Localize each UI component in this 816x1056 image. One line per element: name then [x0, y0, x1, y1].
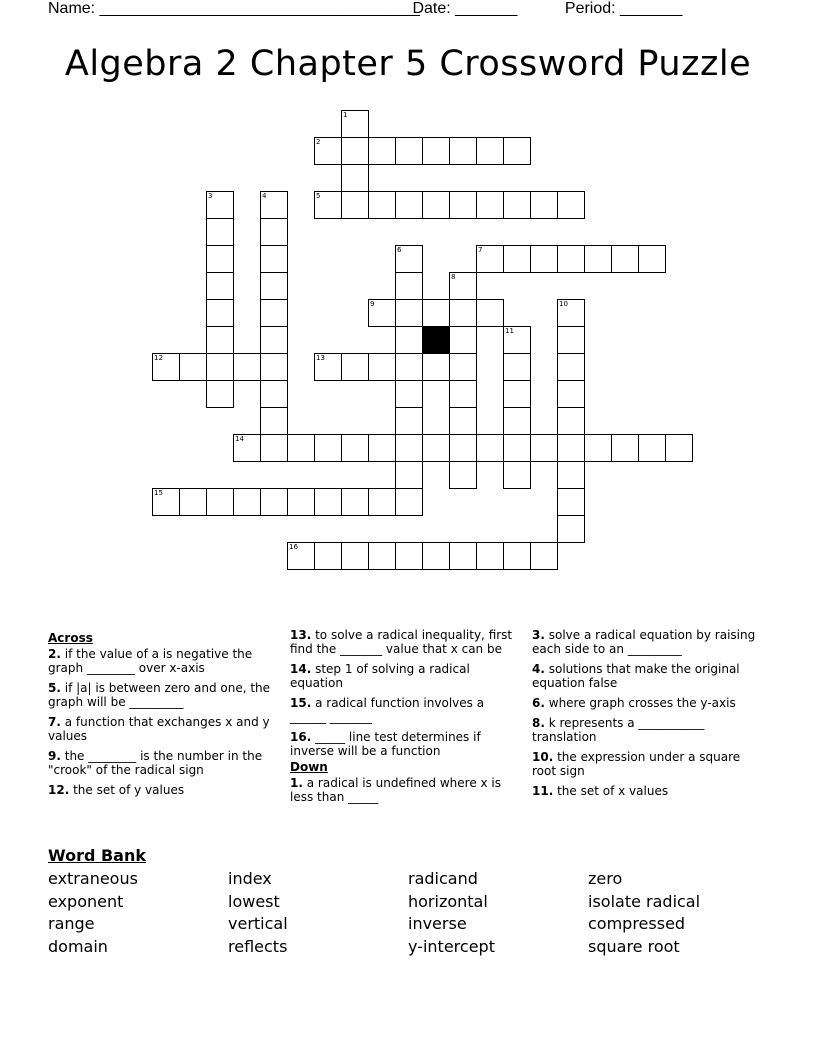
- clue-number: 11.: [532, 784, 554, 798]
- grid-cell[interactable]: [206, 272, 234, 300]
- clue-number: 4.: [532, 662, 545, 676]
- grid-cell[interactable]: [341, 137, 369, 165]
- grid-cell[interactable]: [449, 407, 477, 435]
- grid-cell[interactable]: [449, 353, 477, 381]
- grid-cell[interactable]: [476, 191, 504, 219]
- clue-number: 15.: [290, 696, 312, 710]
- grid-cell[interactable]: [368, 542, 396, 570]
- word-bank-title: Word Bank: [48, 846, 147, 865]
- header: [48, 0, 682, 18]
- grid-cell[interactable]: [368, 137, 396, 165]
- grid-cell[interactable]: [395, 434, 423, 462]
- clue-number-label: 9: [370, 300, 375, 308]
- grid-cell[interactable]: [422, 353, 450, 381]
- grid-cell[interactable]: [611, 434, 639, 462]
- grid-cell[interactable]: [557, 488, 585, 516]
- clue-number: 14.: [290, 662, 312, 676]
- word-bank-word: index: [228, 869, 272, 888]
- clue-number-label: 12: [154, 354, 163, 362]
- grid-cell[interactable]: [206, 380, 234, 408]
- word-bank-word: range: [48, 914, 95, 934]
- grid-cell[interactable]: [530, 191, 558, 219]
- grid-cell[interactable]: [395, 326, 423, 354]
- clue-text: the set of y values: [73, 783, 185, 797]
- clue: [48, 783, 278, 797]
- grid-cell[interactable]: [341, 542, 369, 570]
- grid-cell[interactable]: [557, 245, 585, 273]
- grid-cell[interactable]: [584, 245, 612, 273]
- grid-cell[interactable]: [314, 434, 342, 462]
- grid-cell[interactable]: [179, 353, 207, 381]
- grid-cell[interactable]: [476, 542, 504, 570]
- grid-cell[interactable]: [395, 137, 423, 165]
- clue-number: 6.: [532, 696, 545, 710]
- clue-number-label: 14: [235, 435, 244, 443]
- clue-text: k represents a ___________ translation: [532, 716, 705, 744]
- grid-cell[interactable]: [287, 488, 315, 516]
- clue-number: 8.: [532, 716, 545, 730]
- grid-cell[interactable]: [206, 326, 234, 354]
- word-bank-word: y-intercept: [408, 937, 495, 957]
- word-bank-word: reflects: [228, 937, 288, 957]
- grid-cell[interactable]: [557, 353, 585, 381]
- grid-cell[interactable]: [260, 218, 288, 246]
- clue-number: 3.: [532, 628, 545, 642]
- grid-cell[interactable]: [557, 380, 585, 408]
- clue-number-label: 15: [154, 489, 163, 497]
- grid-cell[interactable]: [395, 191, 423, 219]
- grid-cell[interactable]: [557, 191, 585, 219]
- clue-number: 1.: [290, 776, 303, 790]
- grid-cell[interactable]: [368, 191, 396, 219]
- grid-cell[interactable]: [557, 407, 585, 435]
- grid-cell[interactable]: [260, 326, 288, 354]
- clue: [48, 749, 278, 777]
- grid-cell[interactable]: [260, 272, 288, 300]
- grid-cell[interactable]: [395, 488, 423, 516]
- grid-cell[interactable]: [449, 137, 477, 165]
- grid-cell[interactable]: [503, 353, 531, 381]
- grid-cell[interactable]: [260, 299, 288, 327]
- clue: [532, 716, 768, 744]
- word-bank-word: domain: [48, 937, 108, 957]
- grid-cell[interactable]: [503, 245, 531, 273]
- clue-number: 7.: [48, 715, 61, 729]
- across-heading: Across: [48, 631, 93, 645]
- clue: [290, 730, 522, 758]
- grid-cell[interactable]: [503, 542, 531, 570]
- word-bank-column: [588, 868, 768, 959]
- clue-column-3: [532, 628, 768, 804]
- clue: [290, 662, 522, 690]
- clue-number-label: 6: [397, 246, 402, 254]
- grid-cell[interactable]: [449, 434, 477, 462]
- black-square: [422, 326, 450, 354]
- grid-cell[interactable]: [233, 353, 261, 381]
- grid-cell[interactable]: [287, 434, 315, 462]
- grid-cell[interactable]: [422, 191, 450, 219]
- clue-text: to solve a radical inequality, first find the _______ value that x can be: [290, 628, 513, 656]
- grid-cell[interactable]: [233, 488, 261, 516]
- clue: [290, 776, 522, 804]
- clue-text: a radical is undefined where x is less than _____: [290, 776, 502, 804]
- grid-cell[interactable]: [206, 488, 234, 516]
- clue-text: a radical function involves a ______ _______: [290, 696, 485, 724]
- grid-cell[interactable]: [395, 407, 423, 435]
- clue-text: if the value of a is negative the graph ________ over x-axis: [48, 647, 253, 675]
- clue-number: 16.: [290, 730, 312, 744]
- clue-column-2: [290, 628, 522, 810]
- clue-number-label: 4: [262, 192, 267, 200]
- grid-cell[interactable]: [449, 380, 477, 408]
- grid-cell[interactable]: [584, 434, 612, 462]
- clue-text: solutions that make the original equation false: [532, 662, 740, 690]
- clue-text: _____ line test determines if inverse will be a function: [290, 730, 481, 758]
- grid-cell[interactable]: [422, 299, 450, 327]
- clue-number-label: 5: [316, 192, 321, 200]
- date-label: Date: _______: [412, 0, 518, 17]
- word-bank-word: lowest: [228, 891, 280, 911]
- grid-cell[interactable]: [368, 488, 396, 516]
- clue-number: 10.: [532, 750, 554, 764]
- clue-text: step 1 of solving a radical equation: [290, 662, 470, 690]
- grid-cell[interactable]: [503, 434, 531, 462]
- grid-cell[interactable]: [395, 542, 423, 570]
- name-label: Name: ____________________________________: [48, 0, 420, 17]
- grid-cell[interactable]: [341, 434, 369, 462]
- word-bank-word: compressed: [588, 914, 686, 934]
- grid-cell[interactable]: [557, 326, 585, 354]
- grid-cell[interactable]: [341, 353, 369, 381]
- word-bank-column: [408, 868, 588, 959]
- word-bank-word: horizontal: [408, 891, 488, 911]
- grid-cell[interactable]: [260, 380, 288, 408]
- word-bank-word: square root: [588, 937, 680, 957]
- clue-number-label: 13: [316, 354, 325, 362]
- grid-cell[interactable]: [314, 488, 342, 516]
- grid-cell[interactable]: [260, 434, 288, 462]
- grid-cell[interactable]: [449, 191, 477, 219]
- grid-cell[interactable]: [260, 407, 288, 435]
- grid-cell[interactable]: [260, 488, 288, 516]
- grid-cell[interactable]: [476, 137, 504, 165]
- grid-cell[interactable]: [638, 434, 666, 462]
- clue-number-label: 3: [208, 192, 213, 200]
- grid-cell[interactable]: [503, 191, 531, 219]
- clue-text: if |a| is between zero and one, the graph will be _________: [48, 681, 271, 709]
- grid-cell[interactable]: [260, 245, 288, 273]
- grid-cell[interactable]: [260, 353, 288, 381]
- grid-cell[interactable]: [503, 137, 531, 165]
- grid-cell[interactable]: [449, 542, 477, 570]
- page-title: Algebra 2 Chapter 5 Crossword Puzzle: [64, 44, 752, 84]
- grid-cell[interactable]: [530, 245, 558, 273]
- clue: [532, 784, 768, 798]
- grid-cell[interactable]: [206, 245, 234, 273]
- grid-cell[interactable]: [395, 461, 423, 489]
- clue-number: 9.: [48, 749, 61, 763]
- word-bank-word: extraneous: [48, 869, 138, 888]
- clue: [290, 696, 522, 724]
- grid-cell[interactable]: [341, 488, 369, 516]
- grid-cell[interactable]: [557, 434, 585, 462]
- clue-text: where graph crosses the y-axis: [548, 696, 736, 710]
- clue: [532, 750, 768, 778]
- grid-cell[interactable]: [368, 434, 396, 462]
- clue-number: 2.: [48, 647, 61, 661]
- clue-number: 13.: [290, 628, 312, 642]
- clue: [532, 696, 768, 710]
- grid-cell[interactable]: [557, 515, 585, 543]
- grid-cell[interactable]: [449, 326, 477, 354]
- clue: [48, 681, 278, 709]
- clue-number-label: 7: [478, 246, 483, 254]
- grid-cell[interactable]: [530, 542, 558, 570]
- word-bank-word: inverse: [408, 914, 467, 934]
- grid-cell[interactable]: [530, 434, 558, 462]
- grid-cell[interactable]: [395, 272, 423, 300]
- word-bank-word: radicand: [408, 869, 478, 888]
- word-bank-word: exponent: [48, 891, 124, 911]
- grid-cell[interactable]: [395, 380, 423, 408]
- grid-cell[interactable]: [503, 461, 531, 489]
- clue: [48, 715, 278, 743]
- grid-cell[interactable]: [476, 299, 504, 327]
- clue: [532, 662, 768, 690]
- grid-cell[interactable]: [638, 245, 666, 273]
- grid-cell[interactable]: [503, 407, 531, 435]
- word-bank-column: [48, 868, 228, 959]
- word-bank-word: isolate radical: [588, 891, 701, 911]
- clue: [48, 647, 278, 675]
- clue-text: a function that exchanges x and y values: [48, 715, 270, 743]
- clue-text: the ________ is the number in the "crook" of the radical sign: [48, 749, 263, 777]
- grid-cell[interactable]: [368, 353, 396, 381]
- grid-cell[interactable]: [179, 488, 207, 516]
- clue-number: 5.: [48, 681, 61, 695]
- clue-number-label: 8: [451, 273, 456, 281]
- grid-cell[interactable]: [395, 353, 423, 381]
- grid-cell[interactable]: [449, 461, 477, 489]
- grid-cell[interactable]: [422, 434, 450, 462]
- clue-column-1: [48, 628, 278, 803]
- grid-cell[interactable]: [341, 191, 369, 219]
- clue: [290, 628, 522, 656]
- clue-text: solve a radical equation by raising each side to an _________: [532, 628, 756, 656]
- clue: [532, 628, 768, 656]
- clue-text: the expression under a square root sign: [532, 750, 741, 778]
- grid-cell[interactable]: [206, 218, 234, 246]
- grid-cell[interactable]: [206, 299, 234, 327]
- word-bank-word: vertical: [228, 914, 288, 934]
- grid-cell[interactable]: [314, 542, 342, 570]
- grid-cell[interactable]: [206, 353, 234, 381]
- clue-number: 12.: [48, 783, 70, 797]
- word-bank-word: zero: [588, 869, 623, 888]
- clue-text: the set of x values: [557, 784, 669, 798]
- grid-cell[interactable]: [557, 461, 585, 489]
- word-bank-column: [228, 868, 408, 959]
- grid-cell[interactable]: [503, 380, 531, 408]
- grid-cell[interactable]: [476, 434, 504, 462]
- grid-cell[interactable]: [422, 137, 450, 165]
- grid-cell[interactable]: [341, 164, 369, 192]
- grid-cell[interactable]: [422, 542, 450, 570]
- clue-number-label: 10: [559, 300, 568, 308]
- clue-number-label: 2: [316, 138, 321, 146]
- grid-cell[interactable]: [449, 299, 477, 327]
- grid-cell[interactable]: [611, 245, 639, 273]
- clue-number-label: 16: [289, 543, 298, 551]
- period-label: Period: _______: [564, 0, 683, 17]
- grid-cell[interactable]: [665, 434, 693, 462]
- grid-cell[interactable]: [395, 299, 423, 327]
- down-heading: Down: [290, 760, 328, 774]
- clue-number-label: 11: [505, 327, 514, 335]
- clue-number-label: 1: [343, 111, 348, 119]
